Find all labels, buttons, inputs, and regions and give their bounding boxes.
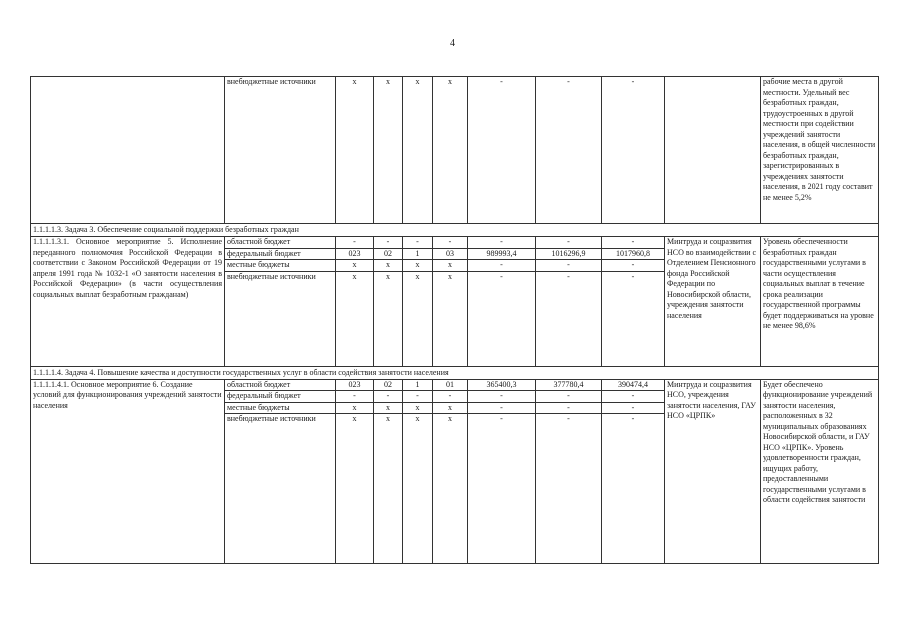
code-cell: 023 bbox=[336, 379, 374, 391]
result-cell: Уровень обеспеченности безработных граждан государственными услугами в части осуществления социальных выплат в течение срока реализации государственной программы будет поддерживаться на уровне не менее 98,6% bbox=[761, 237, 879, 367]
code-cell: х bbox=[403, 414, 433, 564]
value-cell: 377780,4 bbox=[536, 379, 602, 391]
code-cell: х bbox=[403, 271, 433, 366]
task-header: 1.1.1.1.3. Задача 3. Обеспечение социальной поддержки безработных граждан bbox=[31, 224, 879, 237]
table-row bbox=[31, 77, 879, 224]
value-cell: 989993,4 bbox=[468, 248, 536, 260]
code-cell: - bbox=[403, 237, 433, 249]
value-cell: 365400,3 bbox=[468, 379, 536, 391]
value-cell: - bbox=[536, 402, 602, 414]
value-cell: - bbox=[536, 271, 602, 366]
value-cell: 1017960,8 bbox=[602, 248, 665, 260]
value-cell: - bbox=[468, 402, 536, 414]
code-cell: х bbox=[336, 271, 374, 366]
value-cell: - bbox=[536, 237, 602, 249]
source-cell: федеральный бюджет bbox=[225, 391, 336, 403]
code-cell: х bbox=[336, 260, 374, 272]
result-cell: рабочие места в другой местности. Удельный вес безработных граждан, трудоустроенных в другой местности при содействии учреждений занятости населения, в общей численности безработных граждан, зарегистрированных в учреждениях занятости населения, в 2021 году составит не менее 5,2% bbox=[761, 77, 879, 224]
executor-cell bbox=[665, 77, 761, 224]
code-cell: - bbox=[336, 237, 374, 249]
code-cell: 01 bbox=[433, 379, 468, 391]
value-cell: - bbox=[468, 260, 536, 272]
value-cell: - bbox=[468, 271, 536, 366]
code-cell: х bbox=[374, 414, 403, 564]
code-cell: - bbox=[433, 391, 468, 403]
code-cell: х bbox=[336, 414, 374, 564]
code-cell: 02 bbox=[374, 248, 403, 260]
executor-cell: Минтруда и соцразвития НСО во взаимодействии с Отделением Пенсионного фонда Российской Федерации по Новосибирской области, учреждения занятости населения bbox=[665, 237, 761, 367]
source-cell: внебюджетные источники bbox=[225, 77, 336, 224]
code-cell: х bbox=[374, 271, 403, 366]
code-cell: - bbox=[374, 237, 403, 249]
value-cell: - bbox=[602, 271, 665, 366]
table-row bbox=[31, 379, 879, 391]
code-cell: х bbox=[336, 402, 374, 414]
code-cell: х bbox=[403, 260, 433, 272]
source-cell: федеральный бюджет bbox=[225, 248, 336, 260]
source-cell: местные бюджеты bbox=[225, 260, 336, 272]
code-cell: х bbox=[403, 402, 433, 414]
code-cell: 03 bbox=[433, 248, 468, 260]
value-cell: 1016296,9 bbox=[536, 248, 602, 260]
value-cell: - bbox=[602, 237, 665, 249]
code-cell: - bbox=[403, 391, 433, 403]
code-cell: х bbox=[433, 77, 468, 224]
table-row bbox=[31, 237, 879, 249]
value-cell: - bbox=[602, 260, 665, 272]
code-cell: - bbox=[433, 237, 468, 249]
value-cell: - bbox=[602, 414, 665, 564]
executor-cell: Минтруда и соцразвития НСО, учреждения занятости населения, ГАУ НСО «ЦРПК» bbox=[665, 379, 761, 564]
value-cell: - bbox=[536, 77, 602, 224]
code-cell: 023 bbox=[336, 248, 374, 260]
code-cell: х bbox=[433, 260, 468, 272]
measure-cell: 1.1.1.1.4.1. Основное мероприятие 6. Создание условий для функционирования учреждений занятости населения bbox=[31, 379, 225, 564]
source-cell: местные бюджеты bbox=[225, 402, 336, 414]
code-cell: х bbox=[433, 271, 468, 366]
code-cell: 1 bbox=[403, 248, 433, 260]
page-number: 4 bbox=[450, 38, 455, 49]
source-cell: внебюджетные источники bbox=[225, 414, 336, 564]
value-cell: - bbox=[536, 391, 602, 403]
value-cell: - bbox=[468, 391, 536, 403]
code-cell: 02 bbox=[374, 379, 403, 391]
code-cell: х bbox=[433, 414, 468, 564]
value-cell: - bbox=[468, 77, 536, 224]
value-cell: - bbox=[602, 402, 665, 414]
code-cell: х bbox=[336, 77, 374, 224]
task-header: 1.1.1.1.4. Задача 4. Повышение качества и доступности государственных услуг в области содействия занятости населения bbox=[31, 366, 879, 379]
measure-cell: 1.1.1.1.3.1. Основное мероприятие 5. Исполнение переданного полномочия Российской Федерации в соответствии с Законом Российской Федерации от 19 апреля 1991 года № 1032-1 «О занятости населения в Российской Федерации» (в части осуществления социальных выплат безработным гражданам) bbox=[31, 237, 225, 367]
code-cell: х bbox=[374, 402, 403, 414]
code-cell: - bbox=[374, 391, 403, 403]
source-cell: областной бюджет bbox=[225, 237, 336, 249]
value-cell: - bbox=[602, 391, 665, 403]
value-cell: - bbox=[602, 77, 665, 224]
measure-cell bbox=[31, 77, 225, 224]
value-cell: - bbox=[468, 237, 536, 249]
task-header-row bbox=[31, 224, 879, 237]
value-cell: - bbox=[536, 260, 602, 272]
code-cell: х bbox=[374, 260, 403, 272]
result-cell: Будет обеспечено функционирование учреждений занятости населения, расположенных в 32 муниципальных образованиях Новосибирской области, и ГАУ НСО «ЦРПК». Уровень удовлетворенности граждан, ищущих работу, предоставленными государственными услугами в области содействия занятости bbox=[761, 379, 879, 564]
program-measures-table bbox=[30, 76, 879, 564]
code-cell: 1 bbox=[403, 379, 433, 391]
code-cell: х bbox=[403, 77, 433, 224]
value-cell: 390474,4 bbox=[602, 379, 665, 391]
task-header-row bbox=[31, 366, 879, 379]
source-cell: областной бюджет bbox=[225, 379, 336, 391]
code-cell: х bbox=[433, 402, 468, 414]
code-cell: х bbox=[374, 77, 403, 224]
value-cell: - bbox=[536, 414, 602, 564]
source-cell: внебюджетные источники bbox=[225, 271, 336, 366]
value-cell: - bbox=[468, 414, 536, 564]
code-cell: - bbox=[336, 391, 374, 403]
